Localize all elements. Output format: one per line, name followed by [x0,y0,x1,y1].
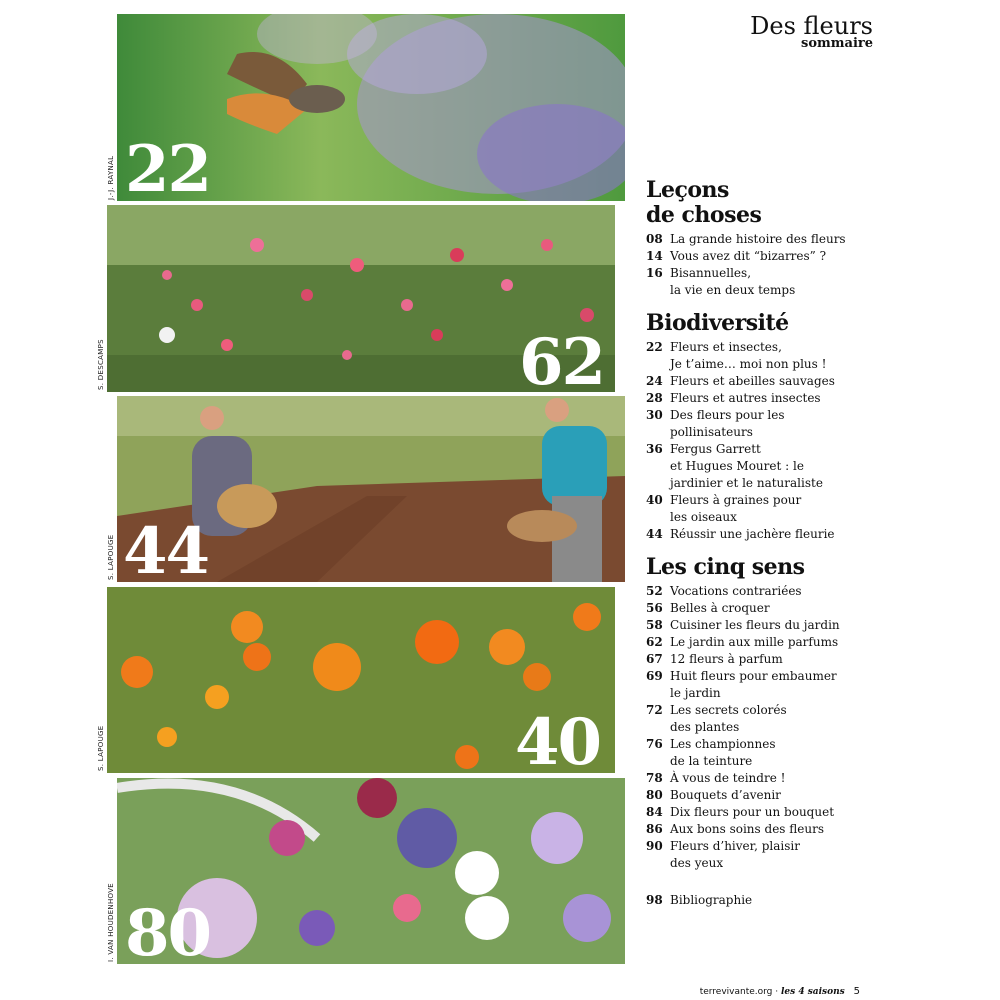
section-subtitle-sommaire: sommaire [801,36,873,51]
section-biodiversite [646,311,866,543]
footer-site: terrevivante.org · [699,987,779,997]
toc-entry[interactable]: 14 Vous avez dit “bizarres” ? [646,249,827,263]
photo-credit: J.-J. RAYNAL [107,155,115,200]
table-of-contents [646,178,866,909]
folio-page-number: 5 [853,986,860,997]
photo-credit: S. DESCAMPS [97,339,105,390]
page-number-62: 62 [519,325,605,392]
section-les-cinq-sens [646,555,866,872]
toc-entry[interactable]: 36 Fergus Garrett et Hugues Mouret : le jardinier et le naturaliste [646,442,823,490]
toc-entry[interactable]: 78 À vous de teindre ! [646,771,786,785]
flower-bouquet-photo [117,778,625,964]
section-title: Biodiversité [646,310,789,336]
toc-entry[interactable]: 22 Fleurs et insectes, Je t’aime… moi non plus ! [646,340,827,371]
toc-entry[interactable]: 16 Bisannuelles, la vie en deux temps [646,266,796,297]
toc-entry[interactable]: 84 Dix fleurs pour un bouquet [646,805,835,819]
section-title: Leçons de choses [646,177,762,228]
toc-entry[interactable]: 40 Fleurs à graines pour les oiseaux [646,493,802,524]
toc-entry[interactable]: 69 Huit fleurs pour embaumer le jardin [646,669,837,700]
toc-entry[interactable]: 90 Fleurs d’hiver, plaisir des yeux [646,839,800,870]
photo-credit: I. VAN HOUDENHOVE [107,882,115,962]
section-title: Les cinq sens [646,554,805,580]
cosmos-flowers-photo [107,587,615,773]
toc-entry[interactable]: 72 Les secrets colorés des plantes [646,703,787,734]
toc-entry[interactable]: 08 La grande histoire des fleurs [646,232,846,246]
toc-entry[interactable]: 52 Vocations contrariées [646,584,802,598]
toc-entry[interactable]: 30 Des fleurs pour les pollinisateurs [646,408,785,439]
toc-entry[interactable]: 56 Belles à croquer [646,601,770,615]
toc-entry[interactable]: 62 Le jardin aux mille parfums [646,635,839,649]
toc-entry[interactable]: 58 Cuisiner les fleurs du jardin [646,618,840,632]
sowing-field-photo [117,396,625,582]
rose-garden-photo [107,205,615,392]
page-number-22: 22 [125,132,211,201]
toc-entry[interactable]: 80 Bouquets d’avenir [646,788,781,802]
page-footer [700,986,860,997]
toc-entry[interactable]: 24 Fleurs et abeilles sauvages [646,374,835,388]
section-lecons-de-choses [646,178,866,299]
page-number-80: 80 [125,896,211,964]
toc-entry[interactable]: 67 12 fleurs à parfum [646,652,783,666]
toc-entry[interactable]: 76 Les championnes de la teinture [646,737,776,768]
toc-entry[interactable]: 28 Fleurs et autres insectes [646,391,821,405]
page-number-40: 40 [515,705,601,773]
photo-credit: S. LAPOUGE [107,534,115,580]
hummingbird-hawk-moth-photo [117,14,625,201]
page-number-44: 44 [123,514,209,582]
toc-entry[interactable]: 44 Réussir une jachère fleurie [646,527,835,541]
magazine-brand: les 4 saisons [781,987,845,997]
toc-entry-bibliography[interactable]: 98 Bibliographie [646,893,753,907]
toc-entry[interactable]: 86 Aux bons soins des fleurs [646,822,824,836]
photo-credit: S. LAPOUGE [97,725,105,771]
section-title-header: Des fleurs [750,12,873,40]
